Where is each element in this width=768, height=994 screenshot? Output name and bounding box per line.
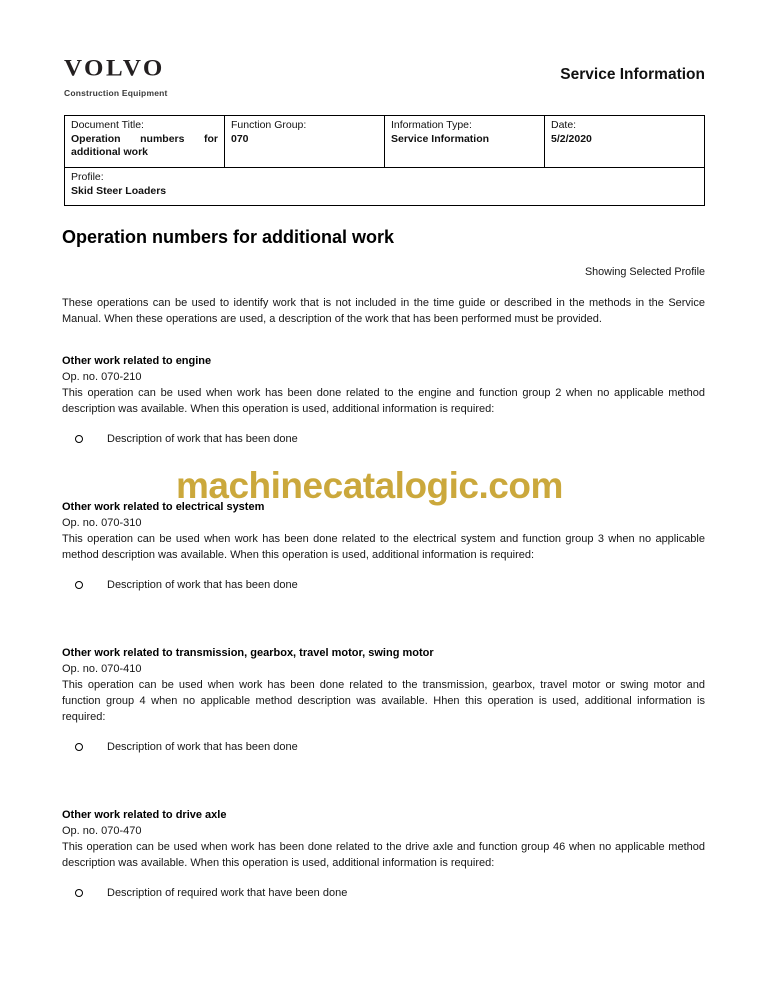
profile-value: Skid Steer Loaders: [71, 184, 167, 197]
doc-type-heading: Service Information: [560, 66, 705, 83]
section-drive-axle: [62, 807, 705, 901]
logo-subtitle: Construction Equipment: [64, 88, 168, 98]
date-label: Date:: [551, 119, 577, 131]
section-heading: Other work related to engine: [62, 355, 212, 367]
section-transmission: [62, 645, 705, 755]
main-content: [62, 227, 705, 901]
section-body: This operation can be used when work has been done related to the drive axle and function group 46 when no applicable method description was available. When this operation is used, additional information is required:: [62, 841, 705, 869]
section-engine: [62, 353, 705, 447]
list-item: [62, 739, 705, 755]
function-group-cell: [225, 116, 385, 168]
table-row: [65, 116, 705, 168]
section-body: This operation can be used when work has been done related to the engine and function group 2 when no applicable method description was available. When this operation is used, additional information is required:: [62, 387, 705, 415]
table-row: [65, 168, 705, 206]
bullet-text: Description of required work that have been done: [107, 887, 348, 899]
information-type-label: Information Type:: [391, 119, 472, 131]
date-cell: [545, 116, 705, 168]
list-item: [62, 577, 705, 593]
document-title-value: Operation numbers for additional work: [71, 132, 218, 158]
profile-note: Showing Selected Profile: [584, 266, 705, 278]
section-electrical-system: [62, 499, 705, 593]
operation-number: Op. no. 070-470: [62, 825, 142, 837]
information-type-value: Service Information: [391, 132, 490, 145]
circle-bullet-icon: [75, 435, 83, 443]
section-body: This operation can be used when work has been done related to the transmission, gearbox, travel motor or swing motor and function group 4 when no applicable method description was available. Hhen this operation is used, additional information is required:: [62, 679, 705, 723]
profile-label: Profile:: [71, 171, 104, 183]
list-item: [62, 885, 705, 901]
operation-number: Op. no. 070-210: [62, 371, 142, 383]
function-group-label: Function Group:: [231, 119, 307, 131]
section-heading: Other work related to electrical system: [62, 501, 265, 513]
bullet-text: Description of work that has been done: [107, 579, 298, 591]
document-title-cell: [65, 116, 225, 168]
section-body: This operation can be used when work has been done related to the electrical system and function group 3 when no applicable method description was available. When this operation is used, additional information is required:: [62, 533, 705, 561]
document-info-table: [64, 115, 705, 206]
intro-paragraph: These operations can be used to identify work that is not included in the time guide or described in the methods in the Service Manual. When these operations are used, a description of the work that has been performed must be provided.: [62, 297, 705, 325]
page-title: Operation numbers for additional work: [62, 227, 395, 247]
circle-bullet-icon: [75, 743, 83, 751]
function-group-value: 070: [231, 132, 249, 145]
section-heading: Other work related to drive axle: [62, 809, 227, 821]
circle-bullet-icon: [75, 889, 83, 897]
date-value: 5/2/2020: [551, 132, 592, 145]
document-title-label: Document Title:: [71, 119, 144, 131]
profile-cell: [65, 168, 705, 206]
circle-bullet-icon: [75, 581, 83, 589]
operation-number: Op. no. 070-410: [62, 663, 142, 675]
volvo-wordmark: VOLVO: [64, 56, 165, 81]
information-type-cell: [385, 116, 545, 168]
watermark: machinecatalogic.com: [176, 465, 563, 506]
section-heading: Other work related to transmission, gearbox, travel motor, swing motor: [62, 647, 434, 659]
list-item: [62, 431, 705, 447]
bullet-text: Description of work that has been done: [107, 433, 298, 445]
operation-number: Op. no. 070-310: [62, 517, 142, 529]
bullet-text: Description of work that has been done: [107, 741, 298, 753]
volvo-logo: [64, 56, 168, 98]
